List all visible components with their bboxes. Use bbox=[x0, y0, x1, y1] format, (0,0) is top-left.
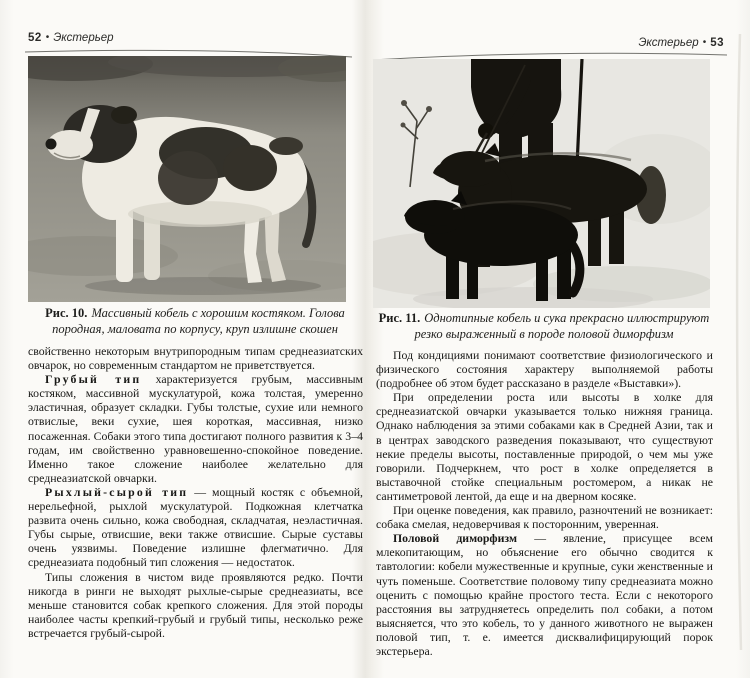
body-text: Типы сложения в чистом виде проявляются редко. Почти никогда в ринги не выходят рыхлые-сырые среднеазиаты, все меньше становится собак крепкого сложения. Для этой породы наиболее часты крепкий-грубый и грубый типы, несколько реже встречается грубый-сырой. bbox=[28, 569, 363, 640]
paragraph bbox=[376, 503, 713, 531]
body-text: — мощный костяк с объемной, нерельефной, рыхлой мускулатурой. Подкожная клетчатка развита очень сильно, кожа свободная, складчатая, неэластичная. Губы сырые, отвисшие, веки также отвисшие. Сырые суставы очень уязвимы. Поведение излишне флегматично. Для среднеазиата подобный тип сложения — недостаток. bbox=[28, 484, 363, 570]
paragraph bbox=[28, 485, 363, 570]
paragraph bbox=[28, 344, 363, 372]
body-text: Под кондициями понимают соответствие физиологического и физического состояния характеру выполняемой работы (подробнее об этом будет рассказано в разделе «Выставки»). bbox=[376, 348, 713, 391]
dog-on-grass-illustration bbox=[28, 56, 346, 302]
running-head-right bbox=[638, 37, 724, 49]
emphasized-text: Половой диморфизм bbox=[393, 531, 517, 546]
body-text: свойственно некоторым внутрипородным типам среднеазиатских овчарок, но современным стандартом не приветствуется. bbox=[28, 344, 363, 373]
right-page-body bbox=[376, 348, 713, 658]
emphasized-text: Грубый тип bbox=[45, 372, 142, 387]
emphasized-text: Рыхлый-сырой тип bbox=[45, 484, 189, 499]
figure-11-label: Рис. 11. bbox=[378, 311, 421, 325]
body-text: — явление, присущее всем млекопитающим, но объяснение его обычно сводится к тавтологии: кобели мужественные и крупные, суки женственные и чуть поменьше. Соответствие половому типу среднеазиата можно оценить с помощью крайне простого теста. Если с некоторого расстояния вы затрудняетесь определить пол собаки, а потом выясняется, что это кобель, то у данного животного не выражен половой тип, т. е. имеется дисквалифицирующий порок экстерьера. bbox=[376, 531, 713, 658]
paragraph bbox=[376, 531, 713, 658]
figure-10-label: Рис. 10. bbox=[45, 306, 88, 320]
body-text: При определении роста или высоты в холке для среднеазиатской овчарки указывается только нижняя граница. Однако наблюдения за этими собаками как в Средней Азии, так и в центрах заводского разведения показывают, что существуют некие пределы высоты, поставленные природой, о чем мы уже говорили. Подчеркнем, что рост в холке определяется в выставочной стойке специальным ростомером, а никак не сантиметровой лентой, да еще и на дверном косяке. bbox=[376, 390, 713, 503]
figure-10-caption bbox=[30, 306, 360, 337]
paragraph bbox=[376, 390, 713, 503]
running-title: Экстерьер bbox=[638, 37, 699, 49]
running-title: Экстерьер bbox=[53, 32, 114, 44]
figure-10-caption-text: Массивный кобель с хорошим костяком. Голова породная, маловата по корпусу, круп излишне скошен bbox=[52, 306, 345, 336]
page-number: 52 bbox=[28, 32, 42, 44]
paragraph bbox=[28, 372, 363, 485]
left-page-body bbox=[28, 344, 363, 640]
dogs-in-snow-illustration bbox=[373, 59, 710, 308]
figure-11-caption-text: Однотипные кобель и сука прекрасно иллюстрируют резко выраженный в породе половой диморфизм bbox=[414, 311, 710, 341]
header-separator: • bbox=[702, 37, 707, 48]
header-separator: • bbox=[45, 32, 50, 43]
page-number: 53 bbox=[710, 37, 724, 49]
figure-11-caption bbox=[375, 311, 713, 342]
body-text: характеризуется грубым, массивным костяком, массивной мускулатурой, кожа толстая, умеренно эластичная, образует складки. Губы толстые, сухие или немного отвислые, веки сухие, шея короткая, массивная, низко посаженная. Собаки этого типа достигают полного развития к 3–4 годам, им свойственно уравновешенно-спокойное поведение. Именно такое сложение наиболее желательно для среднеазиатской овчарки. bbox=[28, 372, 363, 485]
paragraph bbox=[376, 348, 713, 390]
figure-10-photo bbox=[28, 56, 346, 302]
figure-11-photo bbox=[373, 59, 710, 308]
paragraph bbox=[28, 570, 363, 640]
body-text: При оценке поведения, как правило, разночтений не возникает: собака смелая, недоверчивая к посторонним, уверенная. bbox=[376, 503, 713, 532]
running-head-left bbox=[28, 32, 114, 44]
